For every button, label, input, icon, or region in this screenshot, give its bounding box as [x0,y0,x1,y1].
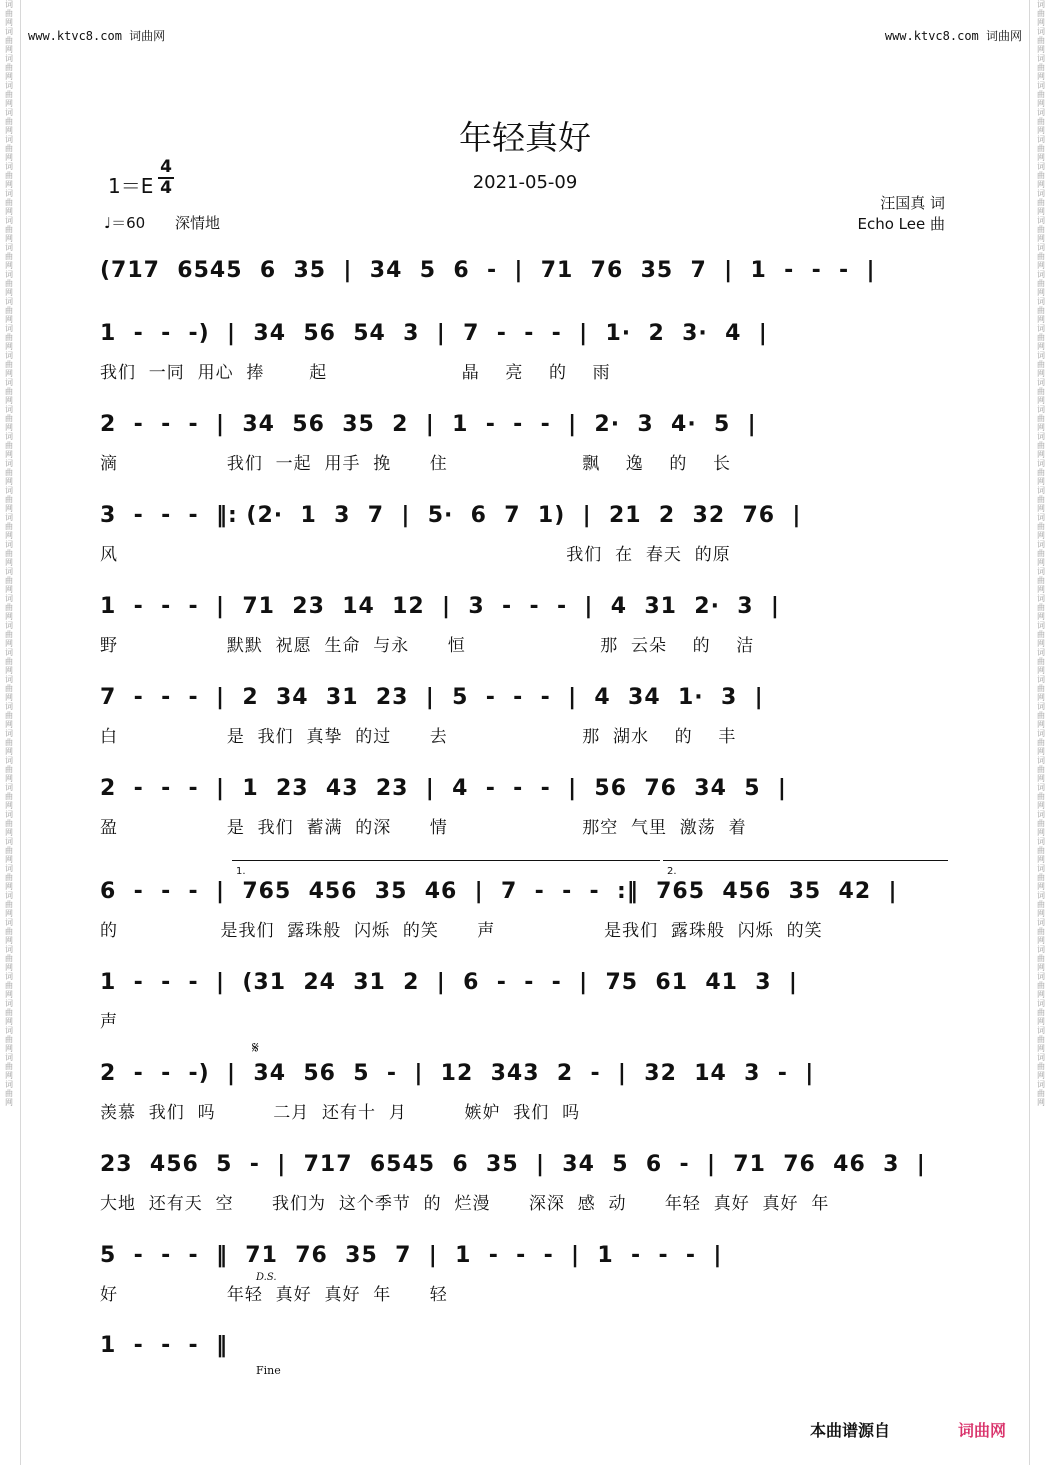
lyric-line: 白 是 我们 真挚 的过 去 那 湖水 的 丰 [100,727,737,747]
da-segno-mark: D.S. [256,1272,277,1283]
key-signature: 1＝E [108,174,154,198]
score-system [100,503,950,565]
notation-line: 7 - - - | 2 34 31 23 | 5 - - - | 4 34 1· 3 | [100,685,764,710]
notation-line: 1 - - - | (31 24 31 2 | 6 - - - | 75 61 41 3 | [100,970,798,995]
notation-line: 2 - - - | 34 56 35 2 | 1 - - - | 2· 3 4· 5 | [100,412,757,437]
time-signature-top: 4 [160,157,172,177]
score-system [100,776,950,838]
notation-line: 1 - - -) | 34 56 54 3 | 7 - - - | 1· 2 3· 4 | [100,321,768,346]
source-site-link[interactable]: 词曲网 [958,1421,1007,1440]
notation-line: 3 - - - ‖: (2· 1 3 7 | 5· 6 7 1) | 21 2 32 76 | [100,503,802,528]
score-system [100,685,950,747]
score-system [100,1333,950,1370]
lyric-line: 的 是我们 露珠般 闪烁 的笑 声 是我们 露珠般 闪烁 的笑 [100,921,823,941]
site-url-right[interactable]: www.ktvc8.com 词曲网 [884,29,1022,43]
site-url-left[interactable]: www.ktvc8.com 词曲网 [28,29,166,43]
notation-line: 23 456 5 - | 717 6545 6 35 | 34 5 6 - | 71 76 46 3 | [100,1152,926,1177]
notation-line: 5 - - - ‖ 71 76 35 7 | 1 - - - | 1 - - - | [100,1243,723,1268]
score-system [100,412,950,474]
fine-mark: Fine [256,1364,281,1377]
score-system [100,594,950,656]
notation-line: 2 - - - | 1 23 43 23 | 4 - - - | 56 76 34 5 | [100,776,787,801]
lyricist-credit: 汪国真 词 [880,194,945,212]
right-side-watermark: 词曲网词曲网词曲网词曲网词曲网词曲网词曲网词曲网词曲网词曲网词曲网词曲网词曲网词曲网词曲网词曲网词曲网词曲网词曲网词曲网词曲网词曲网词曲网词曲网词曲网词曲网词曲网词曲网词曲网词曲网词曲网词曲网词曲网词曲网词曲网词曲网词曲网词曲网词曲网词曲网词曲网 [1037,0,1045,1107]
left-side-watermark: 词曲网词曲网词曲网词曲网词曲网词曲网词曲网词曲网词曲网词曲网词曲网词曲网词曲网词曲网词曲网词曲网词曲网词曲网词曲网词曲网词曲网词曲网词曲网词曲网词曲网词曲网词曲网词曲网词曲网词曲网词曲网词曲网词曲网词曲网词曲网词曲网词曲网词曲网词曲网词曲网词曲网 [5,0,13,1107]
volta-1-label: 1. [236,866,246,877]
lyric-line: 羡慕 我们 吗 二月 还有十 月 嫉妒 我们 吗 [100,1103,581,1123]
lyric-line: 我们 一同 用心 捧 起 晶 亮 的 雨 [100,363,611,383]
mood-mark: 深情地 [175,214,221,232]
notation-line: 1 - - - | 71 23 14 12 | 3 - - - | 4 31 2· 3 | [100,594,780,619]
lyric-line: 声 [100,1012,118,1032]
lyric-line: 滴 我们 一起 用手 挽 住 飘 逸 的 长 [100,454,732,474]
lyric-line: 野 默默 祝愿 生命 与永 恒 那 云朵 的 洁 [100,636,755,656]
source-label: 本曲谱源自 [810,1421,891,1440]
song-title: 年轻真好 [459,118,591,157]
notation-line: (717 6545 6 35 | 34 5 6 - | 71 76 35 7 | 1 - - - | [100,258,876,283]
score-system [100,321,950,383]
left-margin-line [20,0,21,1465]
score-system [100,970,950,1032]
score-system [100,258,950,295]
score-system [100,879,950,941]
lyric-line: 盈 是 我们 蓄满 的深 情 那空 气里 激荡 着 [100,818,747,838]
notation-line: 2 - - -) | 34 56 5 - | 12 343 2 - | 32 14 3 - | [100,1061,815,1086]
lyric-line: 好 年轻 真好 真好 年 轻 [100,1285,448,1305]
lyric-line: 风 我们 在 春天 的原 [100,545,731,565]
time-signature-bottom: 4 [160,178,172,198]
song-date: 2021-05-09 [472,172,578,193]
lyric-line: 大地 还有天 空 我们为 这个季节 的 烂漫 深深 感 动 年轻 真好 真好 年 [100,1194,830,1214]
score-system [100,1061,950,1123]
notation-line: 1 - - - ‖ [100,1333,228,1358]
score-system [100,1152,950,1214]
volta-1-bracket [232,860,660,861]
composer-credit: Echo Lee 曲 [857,215,945,233]
notation-line: 6 - - - | 765 456 35 46 | 7 - - - :‖ 765 456 35 42 | [100,879,898,904]
score-system [100,1243,950,1305]
time-signature [158,158,174,198]
volta-2-bracket [663,860,948,861]
volta-2-label: 2. [667,866,677,877]
tempo-mark: ♩＝60 [104,214,146,232]
segno-sign: 𝄋 [252,1038,259,1057]
right-margin-line [1029,0,1030,1465]
